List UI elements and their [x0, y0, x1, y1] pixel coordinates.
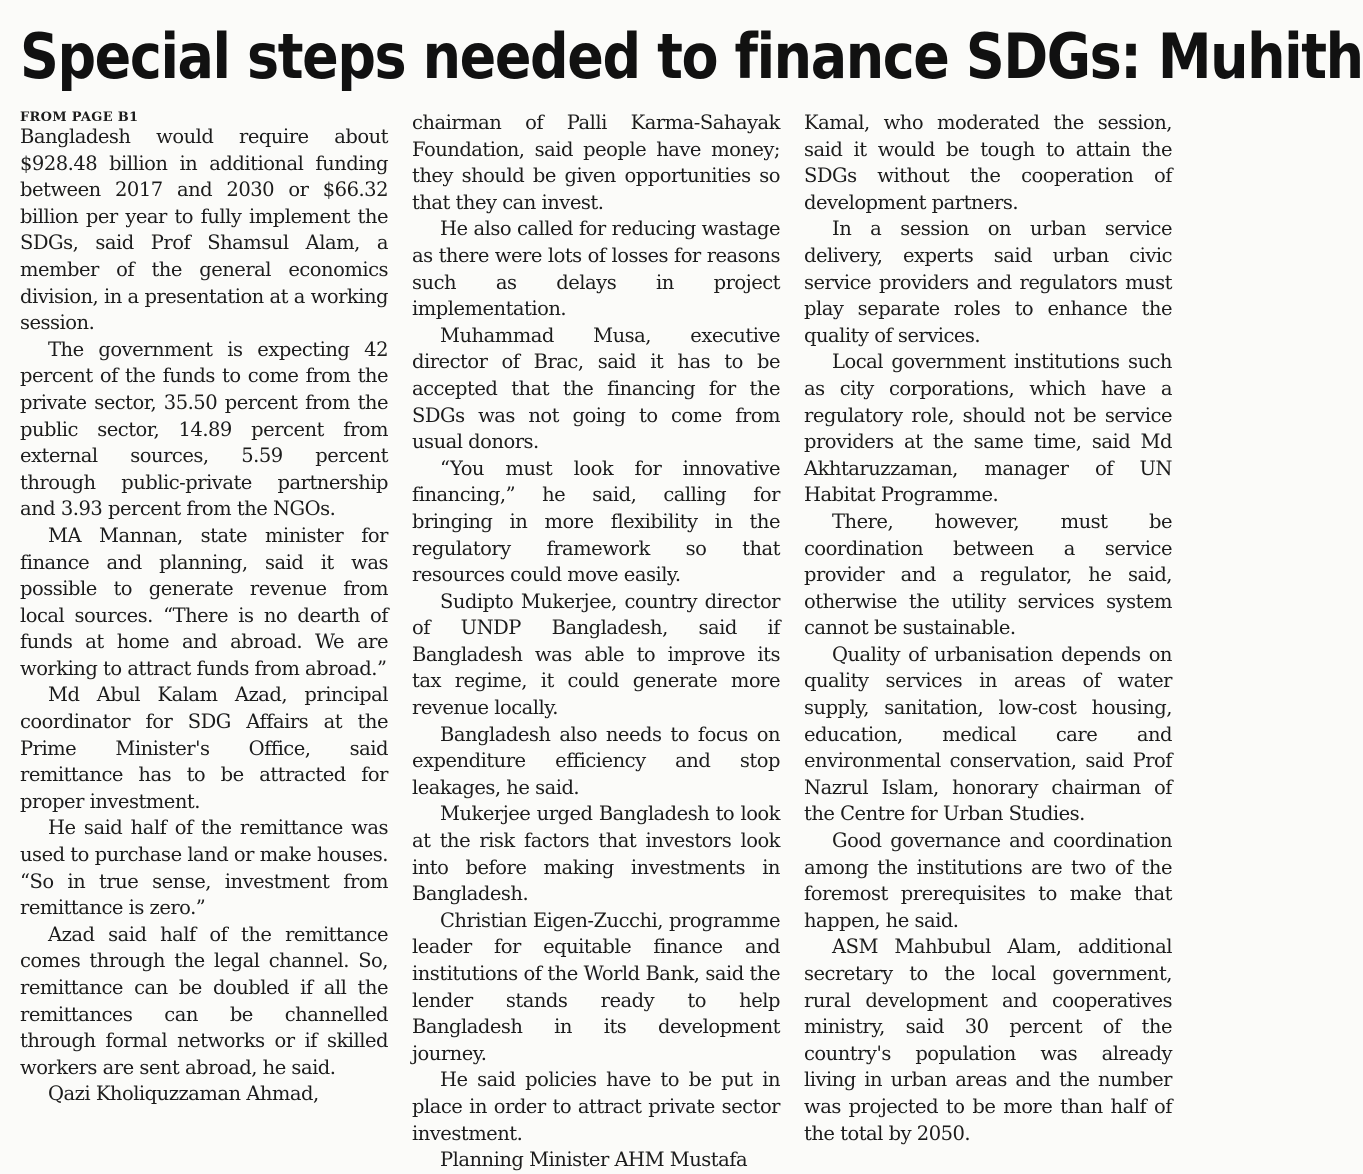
paragraph: Christian Eigen-Zucchi, programme leader for equitable finance and institutions of the World Bank, said the lender stands ready to help Bangladesh in its development journey.	[412, 908, 780, 1065]
column-2	[412, 110, 780, 1174]
paragraph: Qazi Kholiquzzaman Ahmad,	[48, 1082, 319, 1106]
paragraph: ASM Mahbubul Alam, additional secretary to the local government, rural development and cooperatives ministry, said 30 percent of the country's population was already living in urban areas and the number was projected to be more than half of the total by 2050.	[804, 935, 1172, 1145]
paragraph: There, however, must be coordination between a service provider and a regulator, he said, otherwise the utility services system cannot be sustainable.	[804, 509, 1172, 640]
paragraph: “You must look for innovative financing,” he said, calling for bringing in more flexibility in the regulatory framework so that resources could move easily.	[412, 456, 780, 587]
paragraph: He also called for reducing wastage as there were lots of losses for reasons such as delays in project implementation.	[412, 217, 780, 321]
paragraph: chairman of Palli Karma-Sahayak Foundation, said people have money; they should be given opportunities so that they can invest.	[412, 111, 780, 214]
paragraph: Azad said half of the remittance comes through the legal channel. So, remittance can be doubled if all the remittances can be channelled through formal networks or if skilled workers are sent abroad, he said.	[20, 922, 388, 1079]
continuation-kicker: FROM PAGE B1	[20, 110, 139, 125]
paragraph: The government is expecting 42 percent of the funds to come from the private sector, 35.50 percent from the public sector, 14.89 percent from external sources, 5.59 percent through public-private partnership and 3.93 percent from the NGOs.	[20, 337, 388, 521]
article-body	[20, 110, 1176, 1174]
paragraph: In a session on urban service delivery, experts said urban civic service providers and regulators must play separate roles to enhance the quality of services.	[804, 217, 1172, 347]
paragraph: He said policies have to be put in place in order to attract private sector investment.	[412, 1068, 780, 1145]
column-3	[804, 110, 1172, 1174]
paragraph: Kamal, who moderated the session, said it would be tough to attain the SDGs without the cooperation of development partners.	[804, 111, 1172, 214]
paragraph: Quality of urbanisation depends on quality services in areas of water supply, sanitation, low-cost housing, education, medical care and environmental conservation, said Prof Nazrul Islam, honorary chairman of the Centre for Urban Studies.	[804, 642, 1172, 826]
paragraph: Sudipto Mukerjee, country director of UNDP Bangladesh, said if Bangladesh was able to improve its tax regime, it could generate more revenue locally.	[412, 589, 780, 720]
paragraph: Bangladesh would require about $928.48 billion in additional funding between 2017 and 2030 or $66.32 billion per year to fully implement the SDGs, said Prof Shamsul Alam, a member of the general economics division, in a presentation at a working session.	[20, 125, 388, 335]
paragraph: Planning Minister AHM Mustafa	[440, 1148, 748, 1172]
paragraph: Md Abul Kalam Azad, principal coordinator for SDG Affairs at the Prime Minister's Office, said remittance has to be attracted for proper investment.	[20, 683, 388, 813]
paragraph: Good governance and coordination among the institutions are two of the foremost prerequisites to make that happen, he said.	[804, 829, 1172, 932]
paragraph: Bangladesh also needs to focus on expenditure efficiency and stop leakages, he said.	[412, 722, 780, 799]
column-1	[20, 110, 388, 1174]
paragraph: Muhammad Musa, executive director of Brac, said it has to be accepted that the financing for the SDGs was not going to come from usual donors.	[412, 323, 780, 454]
headline: Special steps needed to finance SDGs: Muhith	[20, 20, 1363, 93]
paragraph: He said half of the remittance was used to purchase land or make houses. “So in true sense, investment from remittance is zero.”	[20, 816, 388, 920]
paragraph: Local government institutions such as city corporations, which have a regulatory role, should not be service providers at the same time, said Md Akhtaruzzaman, manager of UN Habitat Programme.	[804, 350, 1172, 507]
paragraph: MA Mannan, state minister for finance and planning, said it was possible to generate revenue from local sources. “There is no dearth of funds at home and abroad. We are working to attract funds from abroad.”	[20, 523, 388, 680]
paragraph: Mukerjee urged Bangladesh to look at the risk factors that investors look into before making investments in Bangladesh.	[412, 802, 780, 906]
